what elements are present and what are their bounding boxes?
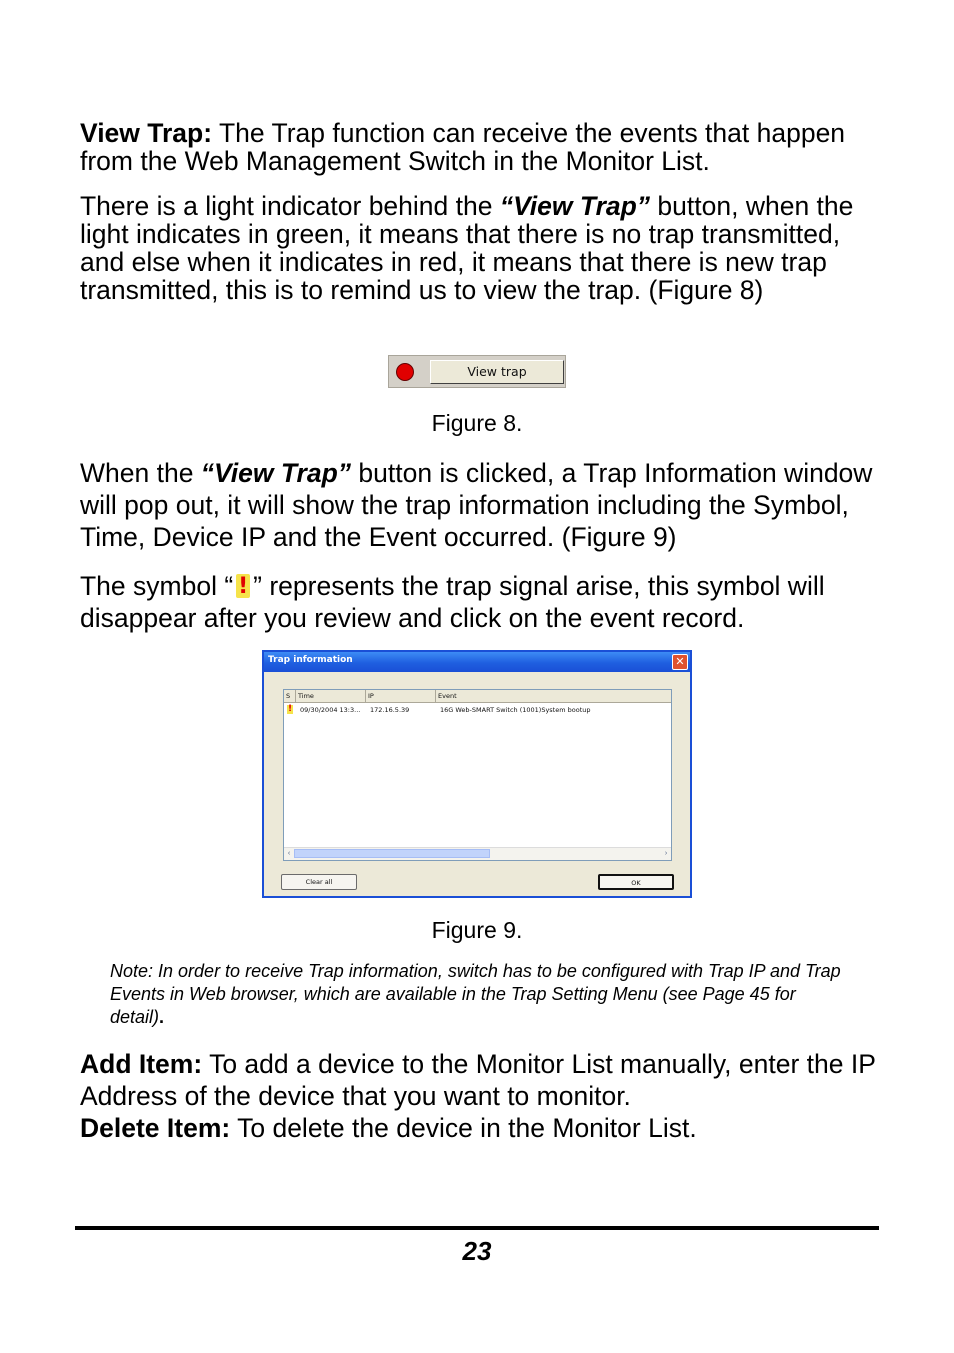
add-item-label: Add Item:	[80, 1049, 203, 1079]
window-titlebar	[264, 652, 690, 672]
scroll-right-icon[interactable]: ›	[664, 850, 668, 857]
horizontal-scrollbar[interactable]	[284, 847, 671, 860]
page-number: 23	[462, 1236, 492, 1266]
click-text-emphasis: “View Trap”	[200, 458, 352, 488]
note-paragraph	[110, 960, 850, 1029]
view-trap-paragraph	[80, 119, 880, 175]
delete-item-text: To delete the device in the Monitor List.	[230, 1113, 697, 1143]
symbol-text-post: ” represents the trap signal arise, this symbol will disappear after you review and click on the event record.	[80, 571, 825, 633]
note-text: Note: In order to receive Trap information, switch has to be configured with Trap IP and Trap Events in Web browser, which are available in the Trap Setting Menu (see Page 45 for detail)	[110, 961, 841, 1027]
click-text-pre: When the	[80, 458, 201, 488]
table-row[interactable]	[284, 704, 671, 716]
trap-indicator-light-icon	[396, 363, 414, 381]
figure-8-view-trap-panel	[388, 355, 566, 388]
scroll-left-icon[interactable]: ‹	[287, 850, 291, 857]
indicator-text-pre: There is a light indicator behind the	[80, 191, 500, 221]
view-trap-text: The Trap function can receive the events that happen from the Web Management Switch in the Monitor List.	[80, 118, 846, 176]
scrollbar-thumb[interactable]	[294, 849, 490, 858]
delete-item-label: Delete Item:	[80, 1113, 231, 1143]
row-event: 16G Web-SMART Switch (1001)System bootup	[440, 706, 591, 714]
add-item-text: To add a device to the Monitor List manually, enter the IP Address of the device that you want to monitor.	[80, 1049, 876, 1111]
click-text-post: button is clicked, a Trap Information window will pop out, it will show the trap information including the Symbol, Time, Device IP and the Event occurred. (Figure 9)	[80, 458, 873, 552]
clear-all-button[interactable]: Clear all	[281, 874, 357, 890]
column-header-time[interactable]: Time	[296, 690, 366, 702]
trap-information-window	[262, 650, 692, 898]
close-icon[interactable]: ✕	[672, 654, 688, 670]
view-trap-label: View Trap:	[80, 118, 213, 148]
indicator-text-post: button, when the light indicates in green, it means that there is no trap transmitted, and else when it indicates in red, it means that there is new trap transmitted, this is to remind us to view the trap. (Figure 8)	[80, 191, 854, 305]
ok-button[interactable]: OK	[598, 874, 674, 890]
symbol-paragraph	[80, 570, 880, 634]
column-header-event[interactable]: Event	[438, 692, 457, 700]
trap-list[interactable]	[283, 689, 672, 861]
note-end: .	[159, 1007, 165, 1027]
trap-exclamation-icon	[234, 574, 252, 598]
figure-8-caption: Figure 8.	[431, 410, 523, 436]
indicator-text-emphasis: “View Trap”	[499, 191, 651, 221]
symbol-text-pre: The symbol “	[80, 571, 234, 601]
footer-rule	[75, 1226, 879, 1230]
column-header-ip[interactable]: IP	[366, 690, 436, 702]
figure-9-caption: Figure 9.	[431, 917, 523, 943]
row-ip: 172.16.5.39	[370, 706, 410, 714]
row-time: 09/30/2004 13:3...	[300, 706, 361, 714]
view-trap-click-paragraph	[80, 457, 880, 553]
trap-list-header	[284, 690, 671, 703]
delete-item-paragraph	[80, 1114, 880, 1142]
view-trap-button[interactable]: View trap	[430, 360, 564, 384]
column-header-symbol[interactable]: S	[284, 690, 296, 702]
trap-symbol-icon	[287, 705, 293, 718]
window-title: Trap information	[268, 655, 353, 665]
indicator-paragraph	[80, 192, 880, 304]
add-item-paragraph	[80, 1048, 880, 1112]
